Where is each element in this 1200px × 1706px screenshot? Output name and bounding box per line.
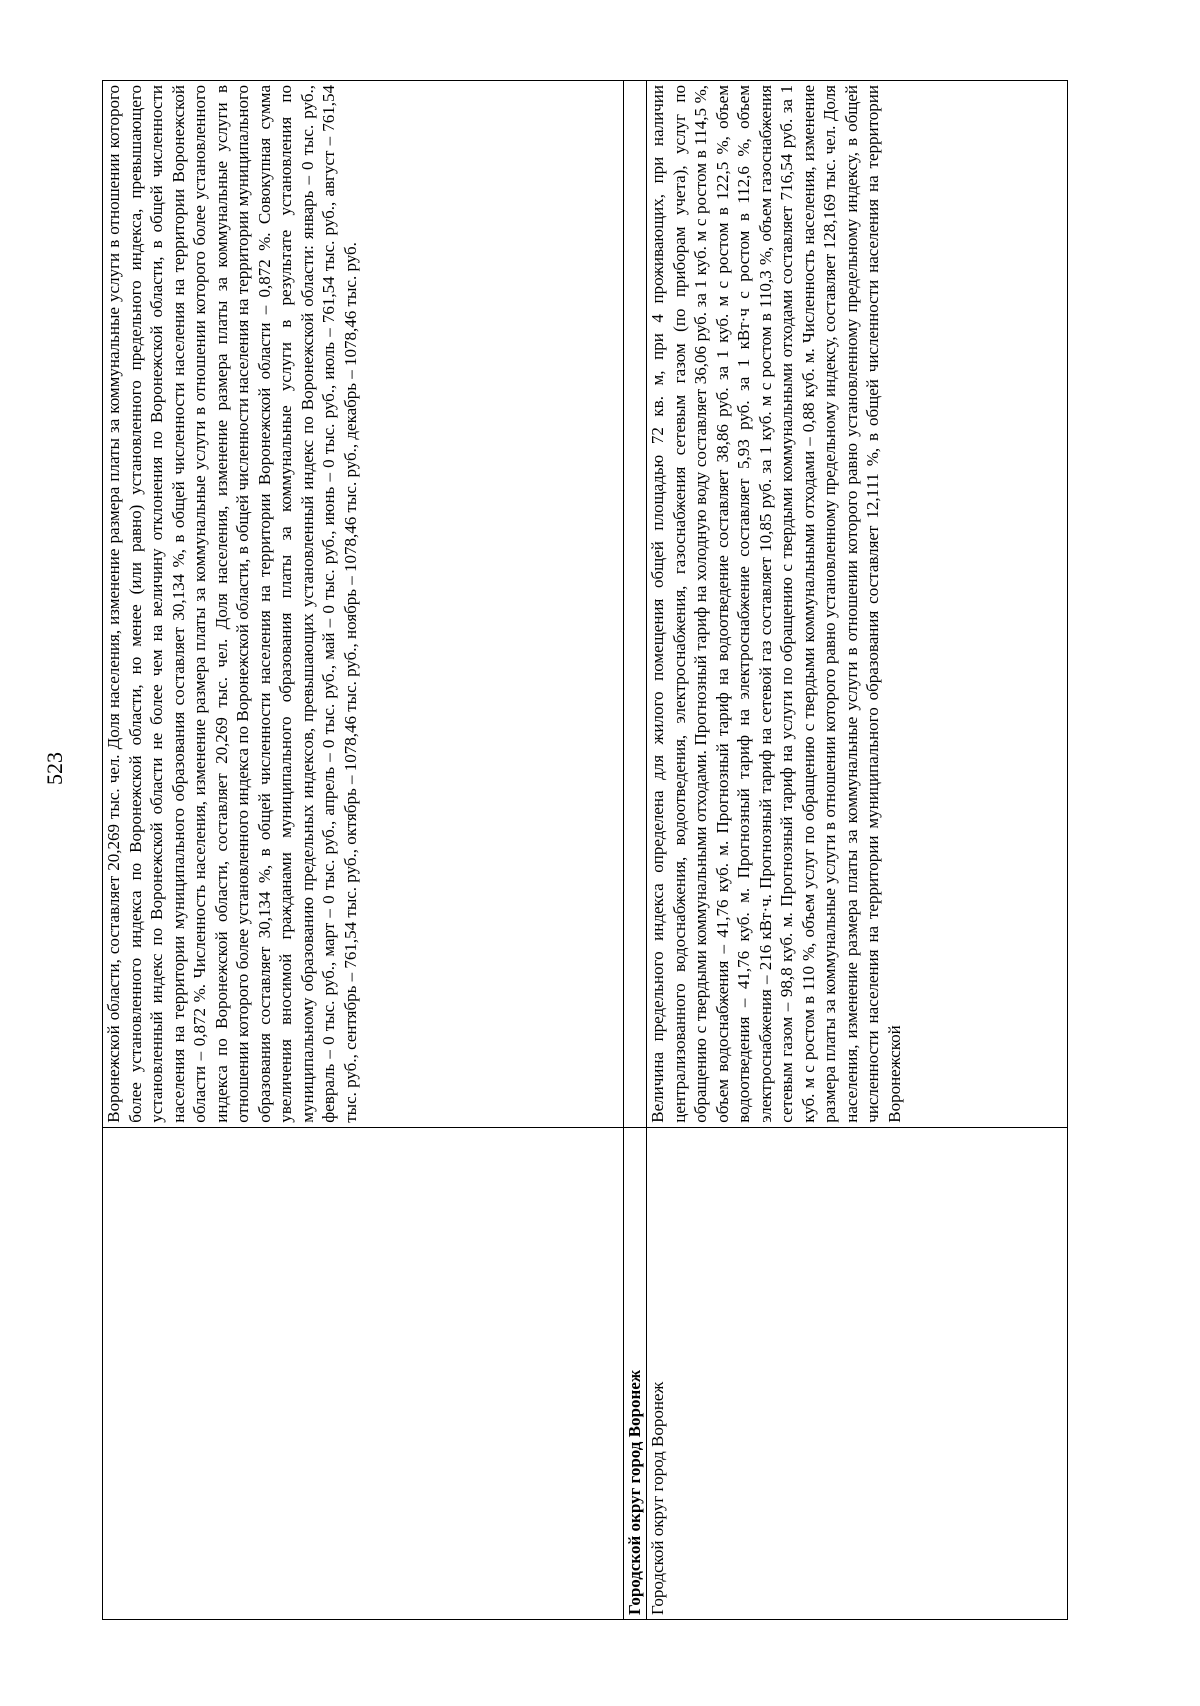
description-cell: Воронежской области, составляет 20,269 тыс. чел. Доля населения, изменение размера платы за коммунальные услуги в отношении которого более установленного индекса по Воронежской области, но менее (или равно) установленного предельного индекса, превышающего установленный индекс по Воронежской области не более чем на величину отклонения по Воронежской области, в общей численности населения на территории муниципального образования составляет 30,134 %, в общей численности населения на территории Воронежской области – 0,872 %. Численность населения, изменение размера платы за коммунальные услуги в отношении которого более установленного индекса по Воронежской области, составляет 20,269 тыс. чел. Доля населения, изменение размера платы за коммунальные услуги в отношении которого более установленного индекса по Воронежской области, в общей численности населения на территории муниципального образования составляет 30,134 %, в общей численности населения на территории Воронежской области – 0,872 %. Совокупная сумма увеличения вносимой гражданами муниципального образования платы за коммунальные услуги в результате установления по муниципальному образованию предельных индексов, превышающих установленный индекс по Воронежской области: январь – 0 тыс. руб., февраль – 0 тыс. руб., март – 0 тыс. руб., апрель – 0 тыс. руб., май – 0 тыс. руб., июнь – 0 тыс. руб., июль – 761,54 тыс. руб., август – 761,54 тыс. руб., сентябрь – 761,54 тыс. руб., октябрь – 1078,46 тыс. руб., ноябрь – 1078,46 тыс. руб., декабрь – 1078,46 тыс. руб. <box>103 81 624 1128</box>
section-title: Городской округ город Воронеж <box>624 1127 647 1619</box>
table-row <box>103 81 624 1620</box>
description-cell: Величина предельного индекса определена для жилого помещения общей площадью 72 кв. м, при 4 проживающих, при наличии централизованного водоснабжения, водоотведения, электроснабжения, газоснабжения сетевым газом (по приборам учета), услуг по обращению с твердыми коммунальными отходами. Прогнозный тариф на холодную воду составляет 36,06 руб. за 1 куб. м с ростом в 114,5 %, объем водоснабжения – 41,76 куб. м. Прогнозный тариф на водоотведение составляет 38,86 руб. за 1 куб. м с ростом в 122,5 %, объем водоотведения – 41,76 куб. м. Прогнозный тариф на электроснабжение составляет 5,93 руб. за 1 кВт·ч с ростом в 112,6 %, объем электроснабжения – 216 кВт·ч. Прогнозный тариф на сетевой газ составляет 10,85 руб. за 1 куб. м с ростом в 110,3 %, объем газоснабжения сетевым газом – 98,8 куб. м. Прогнозный тариф на услуги по обращению с твердыми коммунальными отходами составляет 716,54 руб. за 1 куб. м с ростом в 110 %, объем услуг по обращению с твердыми коммунальными отходами – 0,88 куб. м. Численность населения, изменение размера платы за коммунальные услуги в отношении которого равно установленному предельному индексу, составляет 128,169 тыс. чел. Доля населения, изменение размера платы за коммунальные услуги в отношении которого равно установленному предельному индексу, в общей численности населения на территории муниципального образования составляет 12,111 %, в общей численности населения на территории Воронежской <box>647 81 1068 1128</box>
rotated-page-content <box>102 80 1102 1620</box>
municipality-name-cell <box>103 1127 624 1619</box>
document-table <box>102 80 1068 1620</box>
municipality-name-cell: Городской округ город Воронеж <box>647 1127 1068 1619</box>
page-number: 523 <box>42 752 67 785</box>
section-header-row <box>624 81 647 1620</box>
table-row <box>647 81 1068 1620</box>
section-empty-cell <box>624 81 647 1128</box>
